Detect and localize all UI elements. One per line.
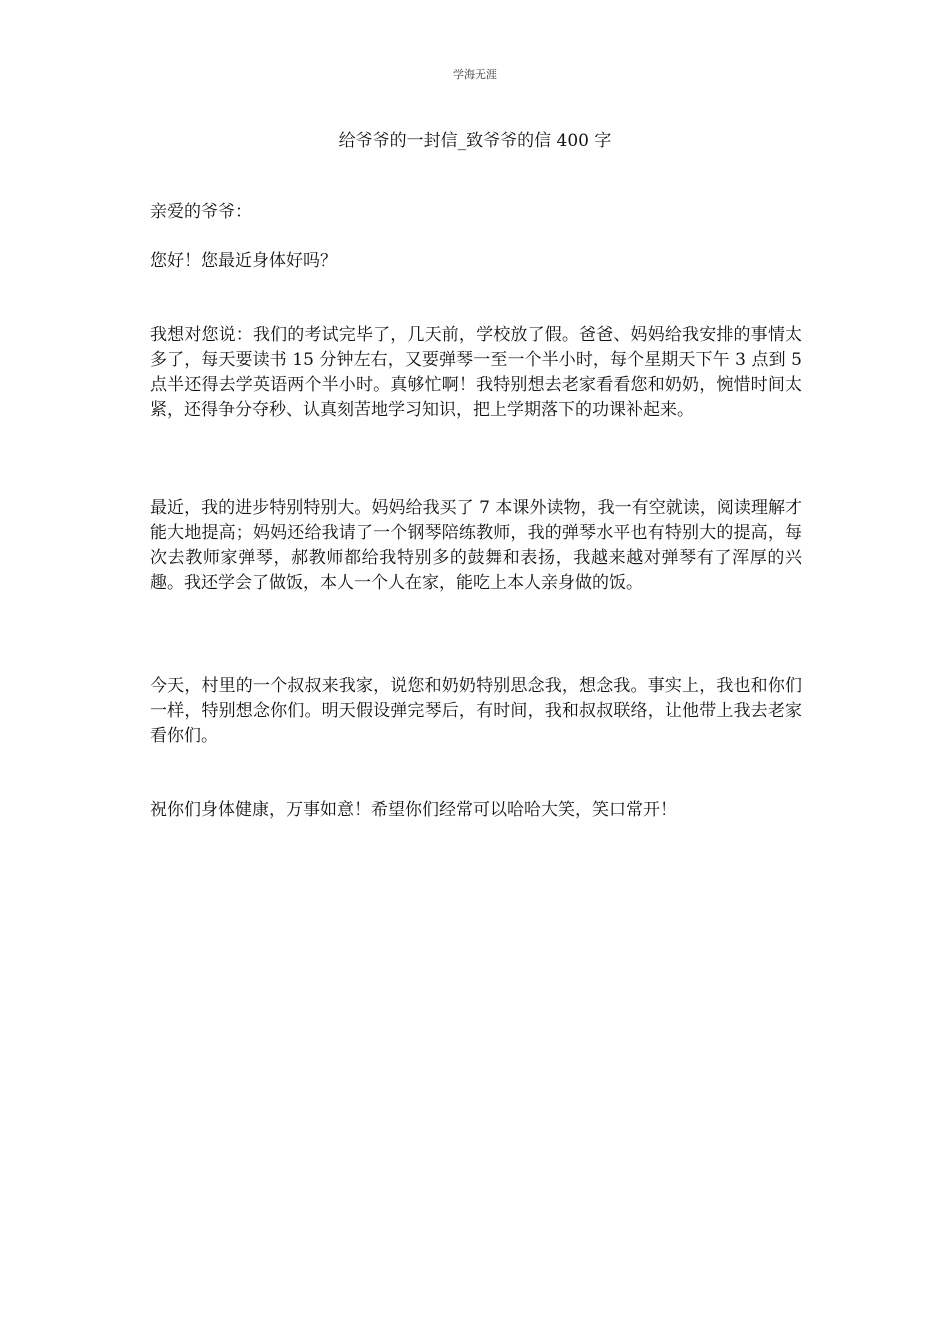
letter-paragraph: 我想对您说：我们的考试完毕了，几天前，学校放了假。爸爸、妈妈给我安排的事情太多了，每天要读书 15 分钟左右，又要弹琴一至一个半小时，每个星期天下午 3 点到 5 点半还得去学英语两个半小时。真够忙啊！我特别想去老家看看您和奶奶，惋惜时间太紧，还得争分夺秒、认真刻苦地学习知识，把上学期落下的功课补起来。 bbox=[150, 325, 802, 420]
letter-paragraph: 今天，村里的一个叔叔来我家，说您和奶奶特别思念我，想念我。事实上，我也和你们一样，特别想念你们。明天假设弹完琴后，有时间，我和叔叔联络，让他带上我去老家看你们。 bbox=[150, 676, 802, 746]
letter-greeting: 亲爱的爷爷： bbox=[150, 202, 252, 222]
document-title: 给爷爷的一封信_致爷爷的信 400 字 bbox=[338, 131, 612, 151]
letter-closing: 祝你们身体健康，万事如意！希望你们经常可以哈哈大笑，笑口常开！ bbox=[150, 800, 677, 820]
page-header: 学海无涯 bbox=[453, 68, 497, 81]
letter-paragraph: 最近，我的进步特别特别大。妈妈给我买了 7 本课外读物，我一有空就读，阅读理解才能大地提高；妈妈还给我请了一个钢琴陪练教师，我的弹琴水平也有特别大的提高，每次去教师家弹琴，郝教师都给我特别多的鼓舞和表扬，我越来越对弹琴有了浑厚的兴趣。我还学会了做饭，本人一个人在家，能吃上本人亲身做的饭。 bbox=[150, 498, 802, 593]
letter-opening: 您好！您最近身体好吗？ bbox=[150, 251, 337, 271]
